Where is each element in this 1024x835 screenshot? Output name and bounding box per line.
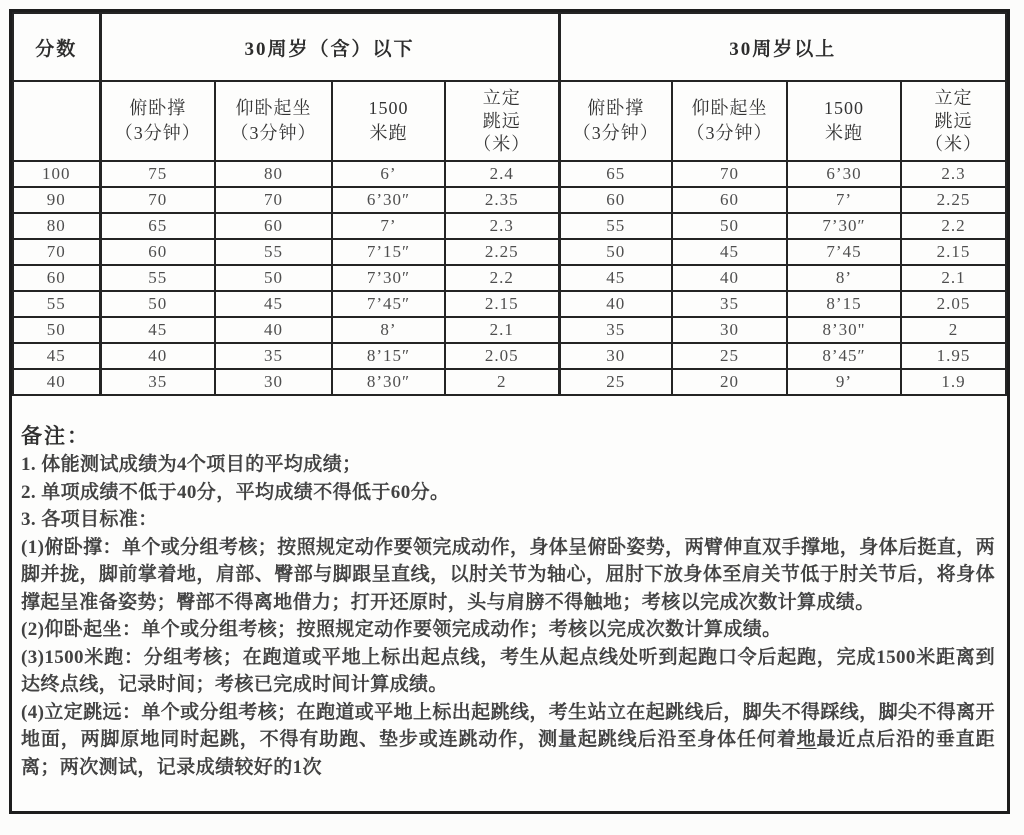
cell-u30-run: 8’15″ [332,343,445,369]
subheader-line: （米） [473,133,531,154]
cell-u30-situp: 55 [215,239,332,265]
cell-o30-run: 7’ [787,187,901,213]
cell-o30-jump: 1.9 [901,369,1006,395]
cell-o30-pushup: 40 [559,291,672,317]
cell-o30-run: 6’30 [787,161,901,187]
cell-u30-run: 6’30″ [332,187,445,213]
sub-header-row [13,81,1006,161]
cell-o30-situp: 35 [672,291,787,317]
subheader-line: 俯卧撑 [587,98,645,118]
cell-u30-run: 8’30″ [332,369,445,395]
cell-o30-pushup: 55 [559,213,672,239]
score-cell: 70 [13,239,100,265]
cell-u30-jump: 2.1 [445,317,559,343]
subheader-line: 1500 [368,98,409,118]
subheader-pushup-over30 [559,81,672,161]
notes-section [12,396,1007,781]
cell-u30-run: 6’ [332,161,445,187]
cell-u30-pushup: 50 [100,291,215,317]
cell-u30-jump: 2.4 [445,161,559,187]
score-cell: 80 [13,213,100,239]
table-row [13,369,1006,395]
cell-u30-jump: 2.35 [445,187,559,213]
subheader-jump-over30 [901,81,1006,161]
cell-u30-situp: 35 [215,343,332,369]
cell-o30-jump: 2.25 [901,187,1006,213]
note-item-2: 2. 单项成绩不低于40分，平均成绩不得低于60分。 [21,481,450,503]
cell-o30-pushup: 60 [559,187,672,213]
fitness-standard-frame [9,9,1010,814]
note-standard-situp: (2)仰卧起坐：单个或分组考核；按照规定动作要领完成动作；考核以完成次数计算成绩。 [21,619,782,640]
cell-u30-jump: 2.2 [445,265,559,291]
cell-u30-run: 8’ [332,317,445,343]
subheader-line: （3分钟） [114,123,201,143]
empty-header-cell [13,81,100,161]
table-row [13,291,1006,317]
score-cell: 40 [13,369,100,395]
table-row [13,213,1006,239]
cell-o30-situp: 45 [672,239,787,265]
cell-o30-pushup: 30 [559,343,672,369]
cell-o30-situp: 60 [672,187,787,213]
cell-u30-pushup: 45 [100,317,215,343]
cell-u30-situp: 60 [215,213,332,239]
cell-u30-run: 7’15″ [332,239,445,265]
score-cell: 45 [13,343,100,369]
cell-o30-jump: 2.05 [901,291,1006,317]
cell-o30-run: 8’30" [787,317,901,343]
subheader-line: （米） [925,133,982,154]
cell-u30-run: 7’ [332,213,445,239]
cell-u30-jump: 2.15 [445,291,559,317]
subheader-run-over30 [787,81,901,161]
cell-o30-jump: 1.95 [901,343,1006,369]
note-item-3: 3. 各项目标准： [21,509,158,530]
cell-u30-run: 7’45″ [332,291,445,317]
cell-o30-pushup: 25 [559,369,672,395]
cell-u30-situp: 30 [215,369,332,395]
subheader-line: 米跑 [369,123,408,143]
cell-o30-pushup: 50 [559,239,672,265]
note-standard-run: (3)1500米跑：分组考核；在跑道或平地上标出起点线，考生从起点线处听到起跑口令后起跑，完成1500米距离到达终点线，记录时间；考核已完成时间计算成绩。 [21,646,995,695]
cell-o30-jump: 2.3 [901,161,1006,187]
score-header-cell: 分数 [13,13,100,81]
notes-title: 备注： [21,424,90,448]
cell-o30-situp: 70 [672,161,787,187]
subheader-jump-under30 [445,81,559,161]
cell-o30-pushup: 65 [559,161,672,187]
group-header-under30: 30周岁（含）以下 [100,13,559,81]
note-standard-pushup: (1)俯卧撑：单个或分组考核；按照规定动作要领完成动作，身体呈俯卧姿势，两臂伸直双手撑地，身体后挺直，两脚并拢，脚前掌着地，肩部、臀部与脚跟呈直线，以肘关节为轴心，屈肘下放身体至肩关节低于肘关节后，将身体撑起呈准备姿势；臀部不得离地借力；打开还原时，头与肩膀不得触地；考核以完成次数计算成绩。 [21,536,995,613]
subheader-line: 仰卧起坐 [691,98,768,118]
cell-o30-jump: 2 [901,317,1006,343]
score-cell: 60 [13,265,100,291]
cell-o30-pushup: 35 [559,317,672,343]
subheader-line: 俯卧撑 [129,98,187,118]
cell-o30-situp: 25 [672,343,787,369]
subheader-situp-over30 [672,81,787,161]
cell-u30-jump: 2.05 [445,343,559,369]
cell-o30-run: 8’ [787,265,901,291]
cell-o30-run: 7’45 [787,239,901,265]
subheader-situp-under30 [215,81,332,161]
subheader-line: 1500 [824,98,865,118]
subheader-line: （3分钟） [230,123,317,143]
cell-u30-pushup: 60 [100,239,215,265]
subheader-line: 跳远 [482,110,521,131]
note-jump-underlined-char: 地 [796,729,817,750]
subheader-line: 仰卧起坐 [235,98,312,118]
cell-u30-situp: 80 [215,161,332,187]
cell-u30-pushup: 35 [100,369,215,395]
note-item-1: 1. 体能测试成绩为4个项目的平均成绩； [21,454,362,475]
cell-o30-run: 8’15 [787,291,901,317]
subheader-line: 跳远 [934,110,973,131]
score-cell: 90 [13,187,100,213]
cell-o30-situp: 30 [672,317,787,343]
cell-u30-jump: 2 [445,369,559,395]
cell-o30-situp: 20 [672,369,787,395]
cell-o30-pushup: 45 [559,265,672,291]
cell-u30-run: 7’30″ [332,265,445,291]
cell-u30-situp: 70 [215,187,332,213]
note-standard-jump [21,699,995,782]
table-row [13,317,1006,343]
cell-o30-situp: 40 [672,265,787,291]
cell-u30-pushup: 65 [100,213,215,239]
subheader-line: 立定 [482,87,521,108]
table-row [13,187,1006,213]
cell-u30-jump: 2.3 [445,213,559,239]
cell-u30-pushup: 40 [100,343,215,369]
cell-o30-run: 7’30″ [787,213,901,239]
score-cell: 50 [13,317,100,343]
note-jump-text: (4)立定跳远：单个或分组考核；在跑道或平地上标出起跳线，考生站立在起跳线后，脚失不得踩线，脚尖不得离开地面，两脚原地同时起跳，不得有助跑、垫步或连跳动作，测量起跳线后沿至身体任何着 [21,701,995,750]
cell-o30-jump: 2.1 [901,265,1006,291]
table-row [13,239,1006,265]
cell-o30-run: 8’45″ [787,343,901,369]
score-cell: 100 [13,161,100,187]
score-cell: 55 [13,291,100,317]
subheader-line: 立定 [934,87,973,108]
cell-u30-situp: 45 [215,291,332,317]
cell-u30-situp: 50 [215,265,332,291]
table-row [13,161,1006,187]
subheader-line: （3分钟） [686,123,773,143]
cell-u30-pushup: 55 [100,265,215,291]
subheader-pushup-under30 [100,81,215,161]
cell-o30-run: 9’ [787,369,901,395]
cell-u30-situp: 40 [215,317,332,343]
subheader-line: （3分钟） [572,123,659,143]
cell-o30-situp: 50 [672,213,787,239]
cell-u30-pushup: 70 [100,187,215,213]
cell-u30-pushup: 75 [100,161,215,187]
cell-u30-jump: 2.25 [445,239,559,265]
subheader-run-under30 [332,81,445,161]
fitness-score-table [12,12,1007,396]
group-header-row [13,13,1006,81]
cell-o30-jump: 2.2 [901,213,1006,239]
table-row [13,265,1006,291]
subheader-line: 米跑 [825,123,864,143]
cell-o30-jump: 2.15 [901,239,1006,265]
table-row [13,343,1006,369]
note-jump-text: 最近点后沿的垂直距离；两次测试，记录成绩较好的1次 [21,729,995,778]
group-header-over30: 30周岁以上 [559,13,1006,81]
